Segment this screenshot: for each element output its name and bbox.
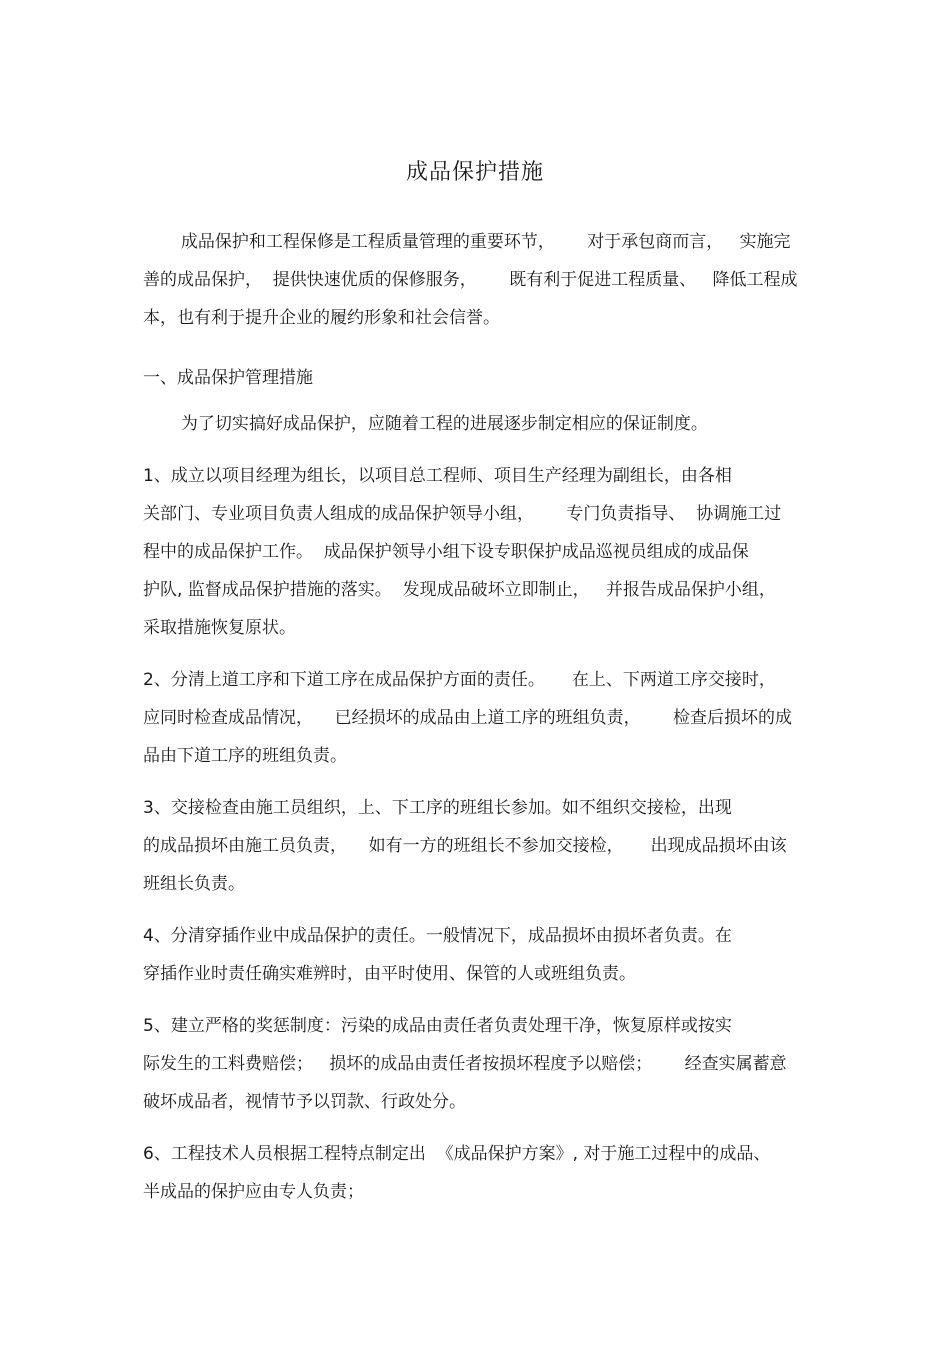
- text-line: 成品保护和工程保修是工程质量管理的重要环节， 对于承包商而言， 实施完: [143, 232, 791, 252]
- text-line: 3、交接检查由施工员组织，上、下工序的班组长参加。如不组织交接检，出现: [143, 798, 732, 818]
- text-line: 2、分清上道工序和下道工序在成品保护方面的责任。 在上、下两道工序交接时，: [143, 670, 776, 690]
- text-line: 程中的成品保护工作。 成品保护领导小组下设专职保护成品巡视员组成的成品保: [143, 542, 749, 562]
- text-line: 应同时检查成品情况， 已经损坏的成品由上道工序的班组负责， 检查后损坏的成: [143, 708, 793, 728]
- text-line: 际发生的工料费赔偿； 损坏的成品由责任者按损坏程度予以赔偿； 经查实属蓄意: [143, 1054, 787, 1074]
- text-line: 半成品的保护应由专人负责；: [143, 1182, 364, 1202]
- text-line: 1、成立以项目经理为组长，以项目总工程师、项目生产经理为副组长，由各相: [143, 466, 732, 486]
- text-line: 4、分清穿插作业中成品保护的责任。一般情况下，成品损坏由损坏者负责。在: [143, 926, 732, 946]
- text-line: 本，也有利于提升企业的履约形象和社会信誉。: [143, 308, 500, 328]
- text-line: 班组长负责。: [143, 874, 245, 894]
- text-line: 品由下道工序的班组负责。: [143, 746, 347, 766]
- text-line: 5、建立严格的奖惩制度：污染的成品由责任者负责处理干净，恢复原样或按实: [143, 1016, 732, 1036]
- section-lead: 为了切实搞好成品保护，应随着工程的进展逐步制定相应的保证制度。: [143, 414, 708, 434]
- section-heading: 一、成品保护管理措施: [143, 368, 313, 388]
- text-line: 穿插作业时责任确实难辨时，由平时使用、保管的人或班组负责。: [143, 964, 636, 984]
- text-line: 关部门、专业项目负责人组成的成品保护领导小组， 专门负责指导、 协调施工过: [143, 504, 782, 524]
- text-line: 护队, 监督成品保护措施的落实。 发现成品破坏立即制止， 并报告成品保护小组，: [143, 580, 776, 600]
- document-title: 成品保护措施: [405, 160, 544, 185]
- text-line: 善的成品保护， 提供快速优质的保修服务， 既有利于促进工程质量、 降低工程成: [143, 270, 798, 290]
- text-line: 采取措施恢复原状。: [143, 618, 296, 638]
- text-line: 破坏成品者，视情节予以罚款、行政处分。: [143, 1092, 466, 1112]
- text-line: 的成品损坏由施工员负责， 如有一方的班组长不参加交接检， 出现成品损坏由该: [143, 836, 787, 856]
- text-line: 6、工程技术人员根据工程特点制定出 《成品保护方案》, 对于施工过程中的成品、: [143, 1144, 771, 1164]
